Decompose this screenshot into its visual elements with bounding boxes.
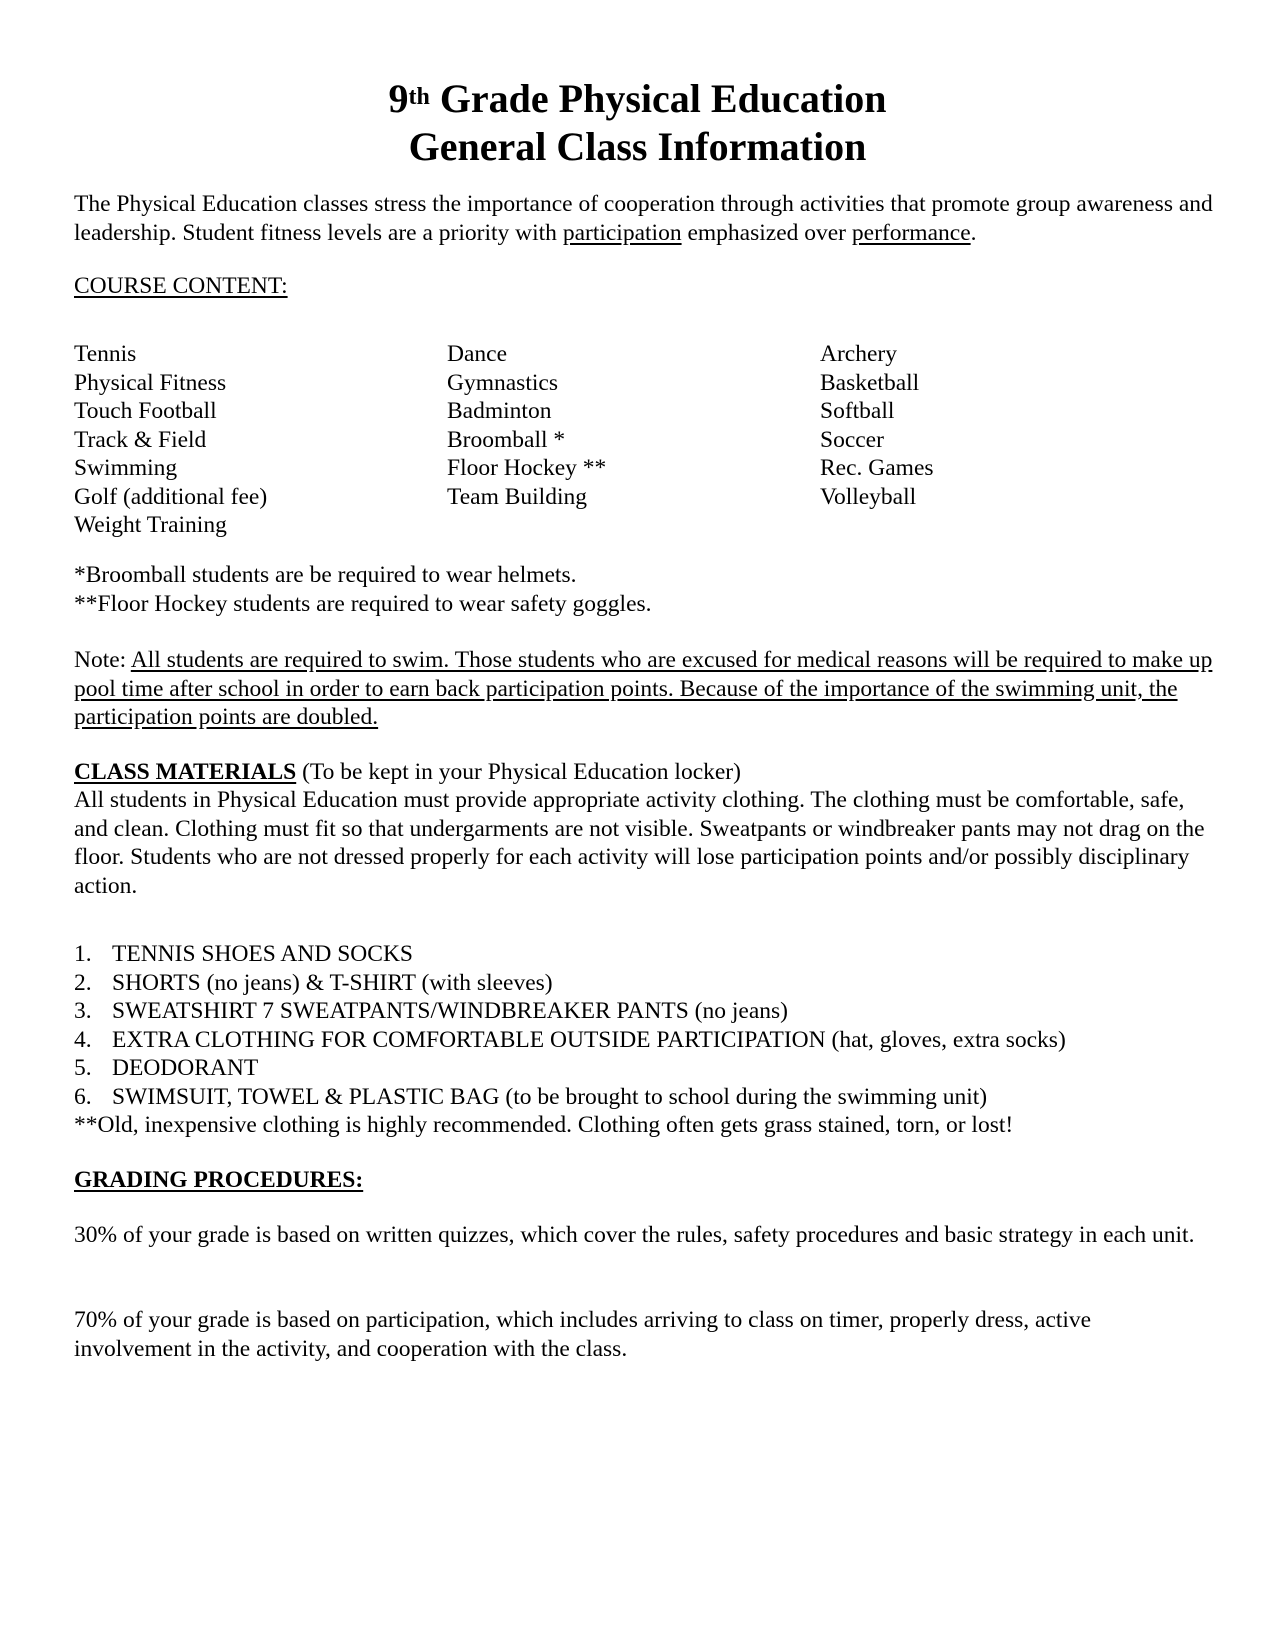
course-item: Archery bbox=[820, 341, 897, 367]
footnotes bbox=[74, 561, 1214, 618]
intro-text-3: . bbox=[970, 219, 977, 246]
course-item: Weight Training bbox=[74, 512, 227, 538]
grading-heading: GRADING PROCEDURES: bbox=[74, 1167, 364, 1193]
course-item: Team Building bbox=[447, 483, 587, 510]
title-line-1 bbox=[0, 76, 1275, 122]
list-item-text: SWIMSUIT, TOWEL & PLASTIC BAG (to be brought to school during the swimming unit) bbox=[112, 1083, 988, 1110]
class-materials-heading: CLASS MATERIALS bbox=[74, 759, 297, 785]
list-item-text: SWEATSHIRT 7 SWEATPANTS/WINDBREAKER PANTS (no jeans) bbox=[112, 998, 788, 1024]
course-item: Floor Hockey ** bbox=[447, 455, 607, 481]
list-item bbox=[74, 1054, 1224, 1083]
course-item: Soccer bbox=[820, 426, 884, 453]
note-text: All students are required to swim. Those students who are excused for medical reasons will be required to make up pool time after school in order to earn back participation points. Because of the importance of the swimming unit, the participation points are doubled. bbox=[74, 647, 1213, 730]
course-item: Badminton bbox=[447, 398, 552, 424]
course-item: Tennis bbox=[74, 341, 137, 367]
class-materials-paragraph: All students in Physical Education must provide appropriate activity clothing. The clothing must be comfortable, safe, and clean. Clothing must fit so that undergarments are not visible. Sweatpants or windbreaker pants may not drag on the floor. Students who are not dressed properly for each activity will lose participation points and/or possibly disciplinary action. bbox=[74, 787, 1205, 899]
course-item: Dance bbox=[447, 341, 508, 367]
course-column-2 bbox=[447, 340, 606, 511]
class-materials-subheading: (To be kept in your Physical Education locker) bbox=[296, 759, 741, 785]
swim-note bbox=[74, 646, 1214, 732]
course-item: Golf (additional fee) bbox=[74, 483, 268, 510]
list-item-number: 1. bbox=[74, 941, 92, 967]
grading-participation: 70% of your grade is based on participation, which includes arriving to class on timer, properly dress, active involvement in the activity, and cooperation with the class. bbox=[74, 1307, 1092, 1362]
title-grade-number: 9 bbox=[388, 76, 409, 121]
note-label: Note: bbox=[74, 647, 131, 673]
intro-text-1: The Physical Education classes stress the importance of cooperation through activities that promote group awareness and leadership. Student fitness levels are a priority with bbox=[74, 191, 1213, 246]
grading-quizzes: 30% of your grade is based on written quizzes, which cover the rules, safety procedures and basic strategy in each unit. bbox=[74, 1222, 1195, 1248]
course-item: Basketball bbox=[820, 369, 920, 396]
list-item bbox=[74, 997, 1224, 1026]
course-item: Rec. Games bbox=[820, 455, 934, 481]
course-item: Swimming bbox=[74, 455, 178, 481]
intro-text-2: emphasized over bbox=[681, 219, 852, 246]
list-item-number: 5. bbox=[74, 1055, 92, 1081]
list-item-text: EXTRA CLOTHING FOR COMFORTABLE OUTSIDE PARTICIPATION (hat, gloves, extra socks) bbox=[112, 1026, 1066, 1053]
list-item-number: 3. bbox=[74, 998, 92, 1024]
class-materials-header bbox=[74, 758, 1214, 787]
footnote-floor-hockey: **Floor Hockey students are required to wear safety goggles. bbox=[74, 590, 652, 617]
materials-list bbox=[74, 940, 1224, 1140]
intro-participation: participation bbox=[562, 219, 682, 246]
list-item bbox=[74, 940, 1224, 969]
footnote-broomball: *Broomball students are be required to wear helmets. bbox=[74, 562, 577, 588]
course-item: Volleyball bbox=[820, 483, 917, 510]
title-line-2: General Class Information bbox=[408, 124, 867, 169]
list-item-number: 2. bbox=[74, 969, 92, 996]
list-item bbox=[74, 1083, 1224, 1112]
list-item-number: 6. bbox=[74, 1083, 92, 1110]
list-item-text: DEODORANT bbox=[112, 1055, 259, 1081]
intro-paragraph bbox=[74, 190, 1214, 247]
list-item bbox=[74, 1026, 1224, 1055]
clothing-recommendation: **Old, inexpensive clothing is highly recommended. Clothing often gets grass stained, torn, or lost! bbox=[74, 1112, 1014, 1138]
course-item: Touch Football bbox=[74, 398, 217, 424]
list-item-text: SHORTS (no jeans) & T-SHIRT (with sleeves) bbox=[112, 969, 553, 996]
title-line-1-rest: Grade Physical Education bbox=[429, 76, 887, 121]
course-item: Gymnastics bbox=[447, 369, 558, 396]
title-grade-superscript: th bbox=[408, 84, 430, 110]
list-item-number: 4. bbox=[74, 1026, 92, 1053]
course-column-1 bbox=[74, 340, 267, 540]
list-item-text: TENNIS SHOES AND SOCKS bbox=[112, 941, 413, 967]
course-content-heading: COURSE CONTENT: bbox=[74, 273, 288, 299]
course-column-3 bbox=[820, 340, 934, 511]
intro-performance: performance bbox=[851, 219, 971, 246]
list-item bbox=[74, 969, 1224, 998]
course-item: Softball bbox=[820, 398, 895, 424]
course-item: Broomball * bbox=[447, 426, 566, 453]
course-item: Physical Fitness bbox=[74, 369, 227, 396]
course-item: Track & Field bbox=[74, 426, 207, 453]
